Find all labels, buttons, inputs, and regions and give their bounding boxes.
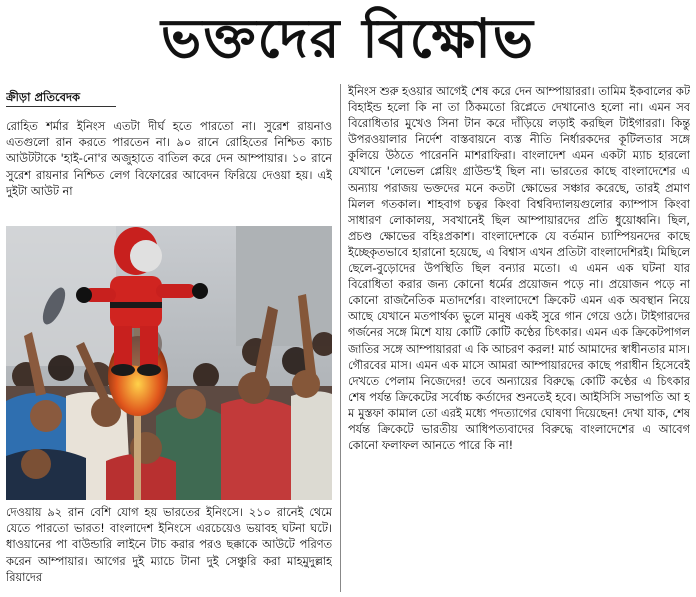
headline: ভক্তদের বিক্ষোভ (160, 7, 536, 70)
protest-photo (6, 226, 332, 500)
byline: ক্রীড়া প্রতিবেদক (6, 88, 116, 107)
article-right-column (348, 84, 690, 594)
protest-photo-illustration (6, 226, 332, 500)
article-paragraph-intro: রোহিত শর্মার ইনিংস এতটা দীর্ঘ হতে পারতো না। সুরেশ রায়নাও এতগুলো রান করতে পারতেন না। ৯০ রানে রোহিতের নিশ্চিত ক্যাচ আউটটাকে 'হাই-নো'র অজুহাতে বাতিল করে দেন আম্পায়ার। ১০ রানে সুরেশ রায়নার নিশ্চিত লেগ বিফোরের আবেদন ফিরিয়ে দেওয়া হয়। এই দুইটা আউট না (6, 120, 332, 198)
article-paragraph-continued: দেওয়ায় ৯২ রান বেশি যোগ হয় ভারতের ইনিংসে। ২১০ রানেই থেমে যেতে পারতো ভারত! বাংলাদেশ ইনিংসে এরচেয়েও ভয়াবহ ঘটনা ঘটে। ধাওয়ানের পা বাউন্ডারি লাইনে টাচ করার পরও ছক্কাকে আউটে পরিণত করেন আম্পায়ার। আগের দুই ম্যাচে টানা দুই সেঞ্চুরি করা মাহমুদুল্লাহ রিয়াদের (6, 506, 332, 584)
column-divider (340, 84, 341, 592)
article-left-column (6, 88, 332, 593)
article-paragraph-right: ইনিংস শুরু হওয়ার আগেই শেষ করে দেন আম্পায়াররা। তামিম ইকবালের কট বিহাইন্ড হলো কি না তা ঠিকমতো রিপ্লেতে দেখানোও হলো না। এমন সব বিরোধিতার মুখেও সিনা টান করে দাঁড়িয়ে লড়াই করছিল টাইগাররা। কিন্তু উপরওয়ালার নির্দেশ বাস্তবায়নে ব্যস্ত নীতি নির্ধারকদের কূটিলতার সঙ্গে কুলিয়ে উঠতে পারেননি মাশরাফিরা। বাংলাদেশ এমন একটা ম্যাচ হারলো যেখানে 'লেভেল প্লেয়িং গ্রাউন্ড'ই ছিল না। ভারতের কাছে বাংলাদেশের এ অন্যায় পরাজয় ভক্তদের মনে কতটা ক্ষোভের সঞ্চার করেছে, তারই প্রমাণ মিলল গতকাল। শাহবাগ চত্বর কিংবা বিশ্ববিদ্যালয়গুলোর ক্যাম্পাস কিংবা সাধারণ লোকালয়, সবখানেই ছিল আম্পায়ারদের প্রতি ধুয়োধ্বনি। ছিল, প্রচণ্ড ক্ষোভের বহিঃপ্রকাশ। বাংলাদেশকে যে বর্তমান চ্যাম্পিয়নদের কাছে ইচ্ছেকৃতভাবে হারানো হয়েছে, এ বিশ্বাস এখন প্রতিটা বাংলাদেশিরই। মিছিলে ছেলে-বুড়োদের উপস্থিতি ছিল বন্যার মতো। এ এমন এক ঘটনা যার বিরোধিতা করার জন্য কোনো ধর্মের প্রয়োজন পড়ে না। প্রয়োজন পড়ে না কোনো রাজনৈতিক মতাদর্শের। বাংলাদেশে ক্রিকেট এমন এক অবস্থান নিয়ে আছে যেখানে মতপার্থক্য ভুলে মানুষ একই সুরে গান গেয়ে ওঠে। টাইগারদের গর্জনের সঙ্গে মিশে যায় কোটি কোটি কণ্ঠের চিৎকার। এমন এক ক্রিকেটপাগল জাতির সঙ্গে আম্পায়াররা এ কি আচরণ করল! মার্চ আমাদের স্বাধীনতার মাস। গৌরবের মাস। এমন এক মাসে আমরা আম্পায়ারদের কাছে পরাধীন হিসেবেই দেখতে পেলাম নিজেদের! তবে অন্যায়ের বিরুদ্ধে কোটি কণ্ঠের এ চিৎকার শেষ পর্যন্ত ক্রিকেটের সর্বোচ্চ কর্তাদের শুনতেই হবে। আইসিসি সভাপতি আ হ ম মুস্তফা কামাল তো এরই মধ্যে পদত্যাগের ঘোষণা দিয়েছেন! দেখা যাক, শেষ পর্যন্ত ক্রিকেটে ভারতীয় আধিপত্যবাদের বিরুদ্ধে বাংলাদেশের এ আবেগ কোনো ফলাফল আনতে পারে কি না! (348, 85, 690, 453)
